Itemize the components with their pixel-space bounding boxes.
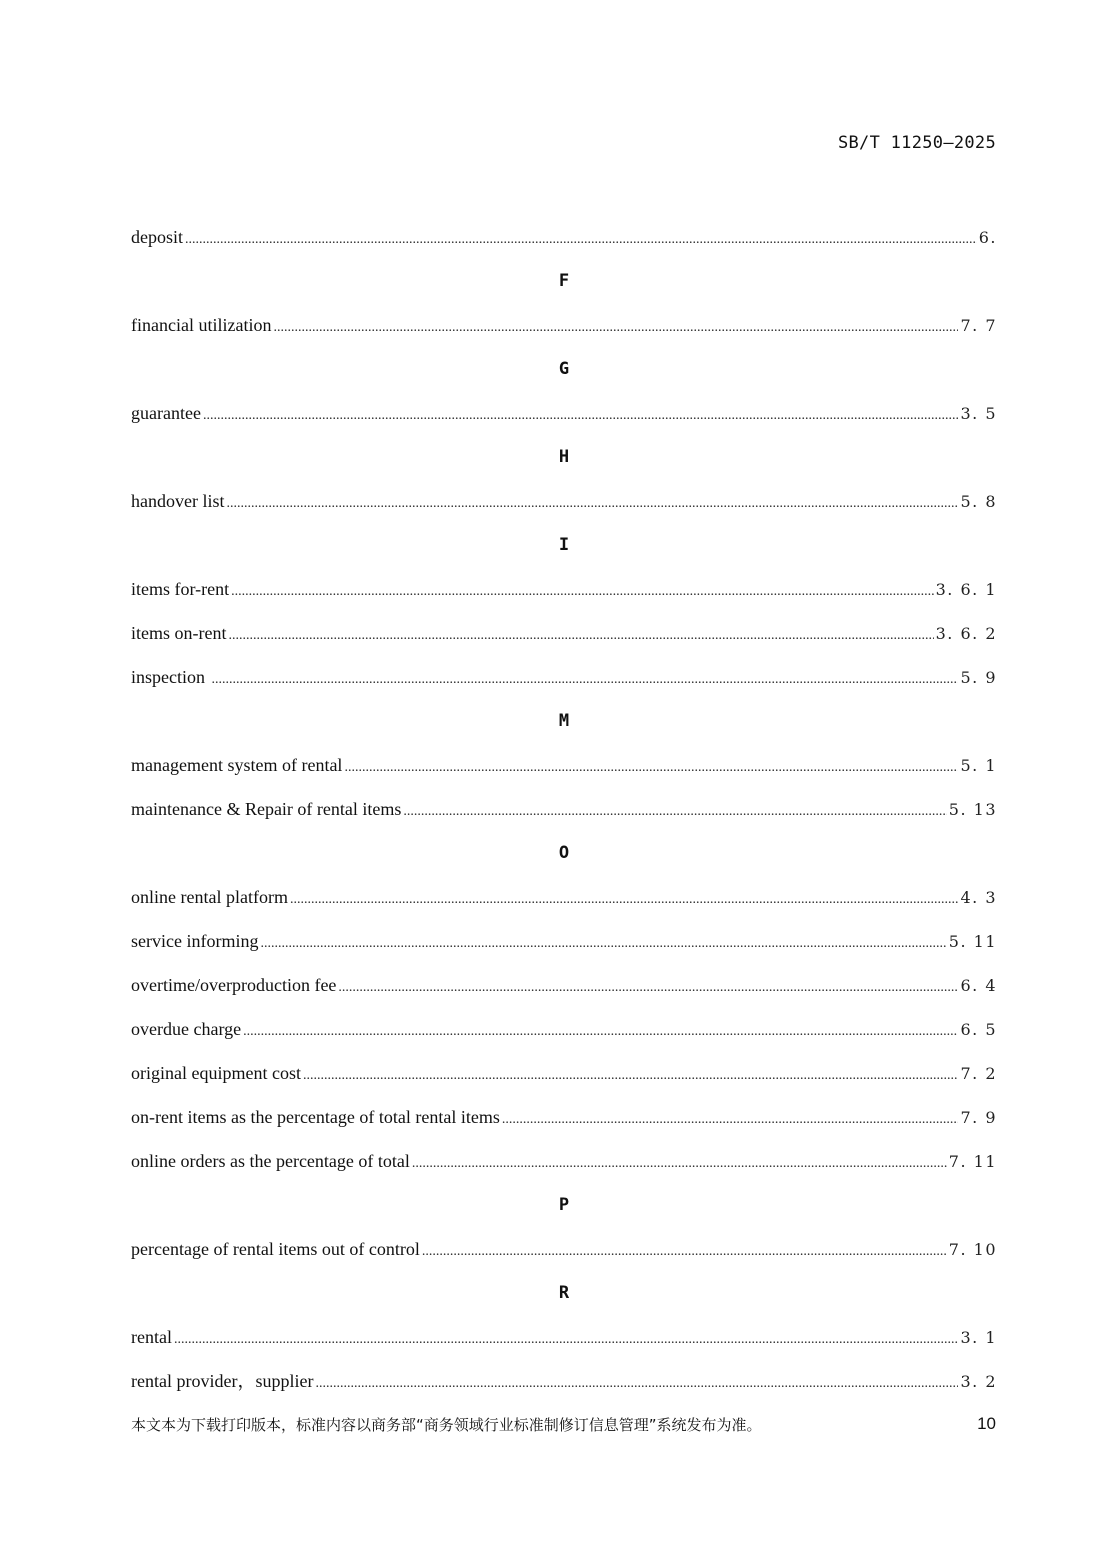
dot-leader bbox=[412, 1149, 947, 1179]
clause-reference: 5. 1 bbox=[960, 756, 997, 775]
index-term: maintenance & Repair of rental items bbox=[131, 799, 402, 819]
index-term: service informing bbox=[131, 931, 259, 951]
dot-leader bbox=[174, 1325, 958, 1355]
index-term: original equipment cost bbox=[131, 1063, 301, 1083]
dot-leader bbox=[290, 885, 959, 915]
index-entry bbox=[131, 398, 997, 442]
index-letter-heading: M bbox=[558, 711, 570, 731]
footer-note: 本文本为下载打印版本，标准内容以商务部“商务领域行业标准制修订信息管理”系统发布为准。 bbox=[131, 1416, 762, 1434]
index-entry bbox=[131, 1234, 997, 1278]
index-entry bbox=[131, 1366, 997, 1410]
dot-leader bbox=[231, 577, 934, 607]
dot-leader bbox=[315, 1369, 958, 1399]
index-letter-heading: I bbox=[558, 535, 570, 555]
index-term: financial utilization bbox=[131, 315, 272, 335]
dot-leader bbox=[243, 1017, 958, 1047]
index-entry bbox=[131, 794, 997, 838]
index-letter-heading: R bbox=[558, 1283, 570, 1303]
index-entry bbox=[131, 662, 997, 706]
index-term: overtime/overproduction fee bbox=[131, 975, 337, 995]
page-number: 10 bbox=[977, 1414, 996, 1433]
dot-leader bbox=[226, 489, 958, 519]
clause-reference: 3. 2 bbox=[960, 1372, 997, 1391]
dot-leader bbox=[338, 973, 958, 1003]
clause-reference: 6. bbox=[978, 228, 997, 247]
dot-leader bbox=[502, 1105, 959, 1135]
clause-reference: 3. 6. 2 bbox=[935, 624, 997, 643]
dot-leader bbox=[228, 621, 933, 651]
clause-reference: 7. 9 bbox=[960, 1108, 997, 1127]
index-term: guarantee bbox=[131, 403, 201, 423]
index-term: rental bbox=[131, 1327, 172, 1347]
clause-reference: 3. 1 bbox=[960, 1328, 997, 1347]
clause-reference: 7. 11 bbox=[948, 1152, 997, 1171]
dot-leader bbox=[422, 1237, 947, 1267]
index-entry bbox=[131, 750, 997, 794]
index-term: online orders as the percentage of total bbox=[131, 1151, 410, 1171]
clause-reference: 4. 3 bbox=[960, 888, 997, 907]
index-entry bbox=[131, 1058, 997, 1102]
index-term: on-rent items as the percentage of total rental items bbox=[131, 1107, 500, 1127]
index-term: deposit bbox=[131, 227, 183, 247]
index-entry bbox=[131, 1102, 997, 1146]
index-entry bbox=[131, 486, 997, 530]
dot-leader bbox=[212, 665, 959, 695]
index-term: items on-rent bbox=[131, 623, 227, 643]
clause-reference: 7. 2 bbox=[960, 1064, 997, 1083]
dot-leader bbox=[273, 313, 958, 343]
index-entry bbox=[131, 222, 997, 266]
index-term: rental provider，supplier bbox=[131, 1371, 314, 1391]
index-term: items for-rent bbox=[131, 579, 230, 599]
index-entry bbox=[131, 1322, 997, 1366]
dot-leader bbox=[185, 225, 977, 255]
index-entry bbox=[131, 574, 997, 618]
clause-reference: 3. 5 bbox=[960, 404, 997, 423]
dot-leader bbox=[303, 1061, 959, 1091]
index-term: management system of rental bbox=[131, 755, 343, 775]
index-term: online rental platform bbox=[131, 887, 288, 907]
index-letter-heading: F bbox=[558, 271, 570, 291]
clause-reference: 5. 9 bbox=[960, 668, 997, 687]
clause-reference: 6. 5 bbox=[960, 1020, 997, 1039]
index-entry bbox=[131, 1014, 997, 1058]
index-entry bbox=[131, 970, 997, 1014]
dot-leader bbox=[403, 797, 946, 827]
index-entry bbox=[131, 1146, 997, 1190]
document-code: SB/T 11250—2025 bbox=[837, 133, 996, 153]
index-entry bbox=[131, 310, 997, 354]
dot-leader bbox=[344, 753, 958, 783]
index-entry bbox=[131, 618, 997, 662]
clause-reference: 5. 13 bbox=[948, 800, 997, 819]
clause-reference: 6. 4 bbox=[960, 976, 997, 995]
index-entry bbox=[131, 882, 997, 926]
index-entry bbox=[131, 926, 997, 970]
index-letter-heading: P bbox=[558, 1195, 570, 1215]
index-term: inspection bbox=[131, 667, 210, 687]
index-letter-heading: H bbox=[558, 447, 570, 467]
term-index bbox=[131, 222, 997, 1410]
clause-reference: 5. 8 bbox=[960, 492, 997, 511]
index-term: handover list bbox=[131, 491, 225, 511]
clause-reference: 7. 7 bbox=[960, 316, 997, 335]
dot-leader bbox=[260, 929, 946, 959]
index-letter-heading: G bbox=[558, 359, 570, 379]
dot-leader bbox=[203, 401, 959, 431]
index-letter-heading: O bbox=[558, 843, 570, 863]
clause-reference: 7. 10 bbox=[948, 1240, 997, 1259]
index-term: percentage of rental items out of control bbox=[131, 1239, 420, 1259]
index-term: overdue charge bbox=[131, 1019, 242, 1039]
clause-reference: 3. 6. 1 bbox=[935, 580, 997, 599]
clause-reference: 5. 11 bbox=[948, 932, 997, 951]
